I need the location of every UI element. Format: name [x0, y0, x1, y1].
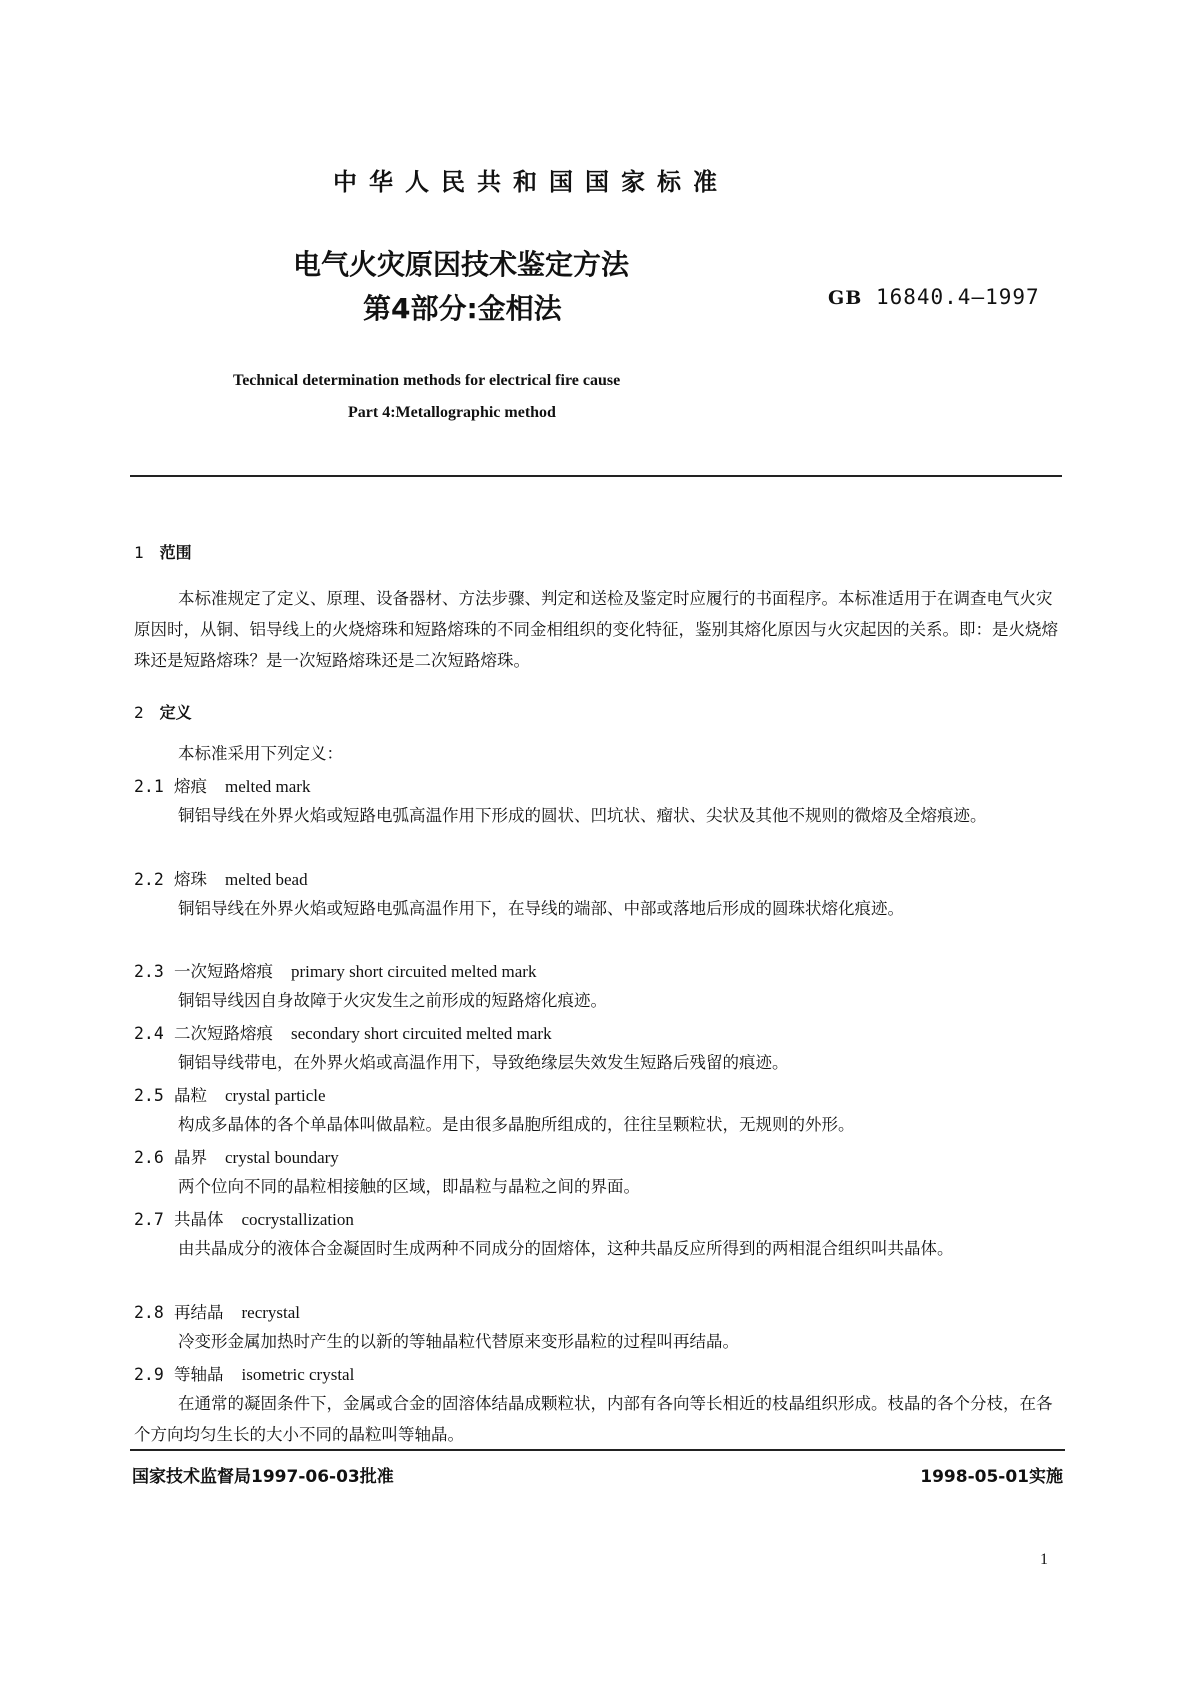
- definition-term: [134, 1206, 354, 1230]
- definition-text: 在通常的凝固条件下，金属或合金的固溶体结晶成颗粒状，内部有各向等长相近的枝晶组织形成。枝晶的各个分枝，在各个方向均匀生长的大小不同的晶粒叫等轴晶。: [134, 1394, 1053, 1444]
- term-en: melted mark: [225, 777, 311, 796]
- term-en: secondary short circuited melted mark: [291, 1024, 552, 1043]
- header-divider: [130, 475, 1062, 477]
- term-cn: 晶界: [174, 1148, 207, 1167]
- term-number: 2.3: [134, 962, 164, 981]
- document-title-cn-line2: 第4部分:金相法: [363, 292, 562, 325]
- term-en: recrystal: [241, 1303, 301, 1322]
- definition-term: [134, 958, 536, 982]
- document-title-cn-line1: 电气火灾原因技术鉴定方法: [293, 248, 630, 281]
- standard-code: [828, 285, 1040, 309]
- term-en: isometric crystal: [241, 1365, 355, 1384]
- section-1-paragraph: 本标准规定了定义、原理、设备器材、方法步骤、判定和送检及鉴定时应履行的书面程序。本标准适用于在调查电气火灾原因时，从铜、铝导线上的火烧熔珠和短路熔珠的不同金相组织的变化特征，鉴别其熔化原因与火灾起因的关系。即：是火烧熔珠还是短路熔珠？是一次短路熔珠还是二次短路熔珠。: [134, 589, 1058, 670]
- definition-term: [134, 866, 308, 890]
- section-number: 1: [134, 543, 144, 562]
- term-number: 2.8: [134, 1303, 164, 1322]
- definition-term: [134, 773, 310, 797]
- definition-text: 铜铝导线在外界火焰或短路电弧高温作用下，在导线的端部、中部或落地后形成的圆珠状熔化痕迹。: [178, 899, 904, 918]
- national-standard-heading: 中华人民共和国国家标准: [333, 168, 729, 196]
- document-title-en-line1: Technical determination methods for electrical fire cause: [233, 372, 621, 389]
- term-cn: 二次短路熔痕: [174, 1024, 273, 1043]
- section-title: 范围: [159, 543, 192, 562]
- page-number: 1: [1040, 1551, 1048, 1568]
- definition-term: [134, 1299, 300, 1323]
- footer-divider: [130, 1449, 1065, 1451]
- term-number: 2.7: [134, 1210, 164, 1229]
- definition-text: 冷变形金属加热时产生的以新的等轴晶粒代替原来变形晶粒的过程叫再结晶。: [178, 1332, 739, 1351]
- term-cn: 等轴晶: [174, 1365, 224, 1384]
- term-cn: 晶粒: [174, 1086, 207, 1105]
- document-title-en-line2: Part 4:Metallographic method: [348, 404, 556, 421]
- term-number: 2.1: [134, 777, 164, 796]
- term-en: primary short circuited melted mark: [291, 962, 537, 981]
- term-number: 2.5: [134, 1086, 164, 1105]
- definition-term: [134, 1020, 552, 1044]
- term-number: 2.9: [134, 1365, 164, 1384]
- term-cn: 熔痕: [174, 777, 207, 796]
- definition-text: 铜铝导线带电，在外界火焰或高温作用下，导致绝缘层失效发生短路后残留的痕迹。: [178, 1053, 789, 1072]
- term-cn: 共晶体: [174, 1210, 224, 1229]
- standard-code-prefix: GB: [828, 287, 863, 309]
- term-en: crystal particle: [225, 1086, 326, 1105]
- term-en: melted bead: [225, 870, 308, 889]
- term-cn: 再结晶: [174, 1303, 224, 1322]
- term-en: cocrystallization: [241, 1210, 354, 1229]
- section-2-intro: 本标准采用下列定义：: [178, 744, 343, 763]
- definition-term: [134, 1144, 339, 1168]
- definition-text: 铜铝导线在外界火焰或短路电弧高温作用下形成的圆状、凹坑状、瘤状、尖状及其他不规则的微熔及全熔痕迹。: [178, 806, 987, 825]
- section-number: 2: [134, 703, 144, 722]
- term-number: 2.2: [134, 870, 164, 889]
- section-title: 定义: [159, 703, 192, 722]
- term-en: crystal boundary: [225, 1148, 339, 1167]
- term-cn: 熔珠: [174, 870, 207, 889]
- definition-text: 铜铝导线因自身故障于火灾发生之前形成的短路熔化痕迹。: [178, 991, 607, 1010]
- definition-text: 构成多晶体的各个单晶体叫做晶粒。是由很多晶胞所组成的，往往呈颗粒状，无规则的外形。: [178, 1115, 855, 1134]
- section-2-heading: [134, 700, 192, 723]
- standard-code-number: 16840.4—1997: [875, 285, 1040, 309]
- term-number: 2.4: [134, 1024, 164, 1043]
- definition-term: [134, 1361, 354, 1385]
- section-1-heading: [134, 540, 192, 563]
- term-cn: 一次短路熔痕: [174, 962, 273, 981]
- effective-date: 1998-05-01实施: [920, 1467, 1063, 1487]
- approval-date: 国家技术监督局1997-06-03批准: [132, 1467, 394, 1487]
- definition-text: 由共晶成分的液体合金凝固时生成两种不同成分的固熔体，这种共晶反应所得到的两相混合组织叫共晶体。: [178, 1239, 954, 1258]
- term-number: 2.6: [134, 1148, 164, 1167]
- definition-text: 两个位向不同的晶粒相接触的区域，即晶粒与晶粒之间的界面。: [178, 1177, 640, 1196]
- definition-term: [134, 1082, 326, 1106]
